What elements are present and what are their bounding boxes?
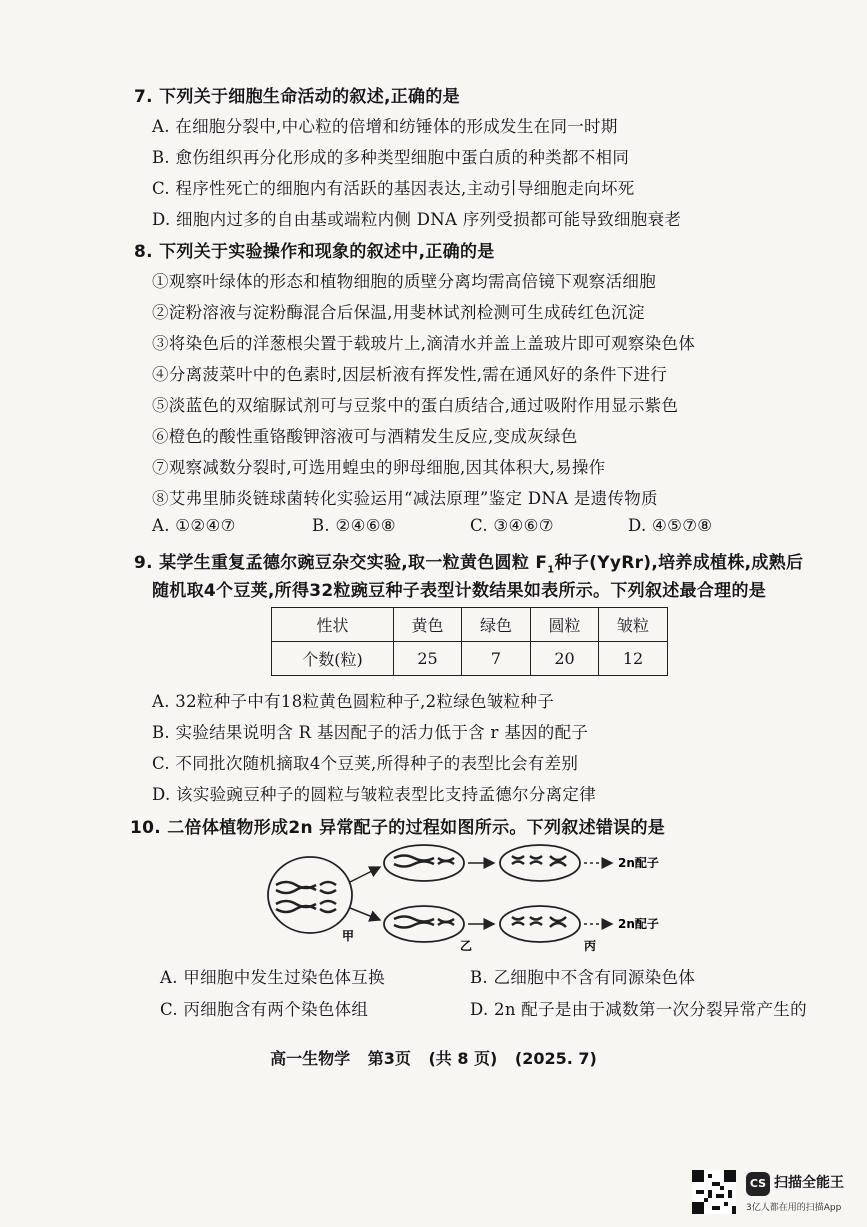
scanner-tagline: 3亿人都在用的扫描App [746,1203,842,1213]
arrow-jia-bottom [350,908,380,920]
camscanner-logo-icon: CS [746,1172,770,1196]
table-header-cell: 性状 [272,608,394,642]
q8-item-5: ⑤淡蓝色的双缩脲试剂可与豆浆中的蛋白质结合,通过吸附作用显示紫色 [152,396,679,415]
gamete-top-label: 2n配子 [618,856,659,870]
q10-stem: 10. 二倍体植物形成2n 异常配子的过程如图所示。下列叙述错误的是 [130,818,666,838]
q9-option-c: C. 不同批次随机摘取4个豆荚,所得种子的表型比会有差别 [152,754,579,773]
q10-option-a: A. 甲细胞中发生过染色体互换 [160,968,385,987]
q7-option-b: B. 愈伤组织再分化形成的多种类型细胞中蛋白质的种类都不相同 [152,148,630,167]
q9-stem-line1: 9. 某学生重复孟德尔豌豆杂交实验,取一粒黄色圆粒 $F_1$种子(YyRr),培养成植株,成熟后 [134,553,804,576]
table-cell: 20 [531,642,599,676]
q7-option-a: A. 在细胞分裂中,中心粒的倍增和纺锤体的形成发生在同一时期 [152,117,618,136]
arrow-jia-top [350,867,380,882]
footer-date: (2025. 7) [514,1049,597,1068]
q8-option-c: C. ③④⑥⑦ [470,516,554,535]
table-row [272,642,668,676]
q8-item-1: ①观察叶绿体的形态和植物细胞的质壁分离均需高倍镜下观察活细胞 [152,272,656,291]
q9-option-b: B. 实验结果说明含 R 基因配子的活力低于含 r 基因的配子 [152,723,589,742]
q9-subscript: 1 [547,564,555,576]
q8-item-8: ⑧艾弗里肺炎链球菌转化实验运用“减法原理”鉴定 DNA 是遗传物质 [152,489,658,508]
q9-table [271,607,668,676]
q8-item-2: ②淀粉溶液与淀粉酶混合后保温,用斐林试剂检测可生成砖红色沉淀 [152,303,645,322]
table-row-label: 个数(粒) [272,642,394,676]
footer-subject: 高一生物学 [270,1049,351,1068]
chromosomes-yi [394,917,454,928]
chromosomes-top-1 [394,856,454,867]
q7-stem: 7. 下列关于细胞生命活动的叙述,正确的是 [134,87,460,107]
table-header-cell: 圆粒 [531,608,599,642]
q8-item-3: ③将染色后的洋葱根尖置于载玻片上,滴清水并盖上盖玻片即可观察染色体 [152,334,696,353]
scanner-brand: 扫描全能王 [774,1175,844,1191]
page-footer [0,1046,867,1069]
label-yi: 乙 [460,939,473,953]
q10-option-c: C. 丙细胞含有两个染色体组 [160,1000,369,1019]
label-bing: 丙 [584,939,597,953]
q9-option-d: D. 该实验豌豆种子的圆粒与皱粒表型比支持孟德尔分离定律 [152,785,597,804]
table-header-cell: 皱粒 [599,608,668,642]
qr-code-icon [692,1170,736,1214]
q7-option-d: D. 细胞内过多的自由基或端粒内侧 DNA 序列受损都可能导致细胞衰老 [152,210,682,229]
table-cell: 7 [462,642,531,676]
table-header-cell: 黄色 [394,608,462,642]
q9-stem-line2: 随机取4个豆荚,所得32粒豌豆种子表型计数结果如表所示。下列叙述最合理的是 [152,581,767,601]
gamete-bottom-label: 2n配子 [618,917,659,931]
footer-page: 第3页 [367,1049,411,1068]
q8-item-4: ④分离菠菜叶中的色素时,因层析液有挥发性,需在通风好的条件下进行 [152,365,668,384]
meiosis-diagram [262,840,682,955]
q8-option-b: B. ②④⑥⑧ [312,516,396,535]
footer-total: (共 8 页) [428,1049,498,1068]
chromosomes-jia [276,882,336,912]
table-header-cell: 绿色 [462,608,531,642]
chromosomes-bing [512,917,566,927]
q8-option-a: A. ①②④⑦ [152,516,236,535]
chromosomes-top-2 [512,856,566,866]
q8-stem: 8. 下列关于实验操作和现象的叙述中,正确的是 [134,242,495,262]
q10-option-b: B. 乙细胞中不含有同源染色体 [470,968,696,987]
q10-option-d: D. 2n 配子是由于减数第一次分裂异常产生的 [470,1000,807,1019]
q8-option-d: D. ④⑤⑦⑧ [628,516,713,535]
q9-option-a: A. 32粒种子中有18粒黄色圆粒种子,2粒绿色皱粒种子 [152,692,555,711]
table-cell: 25 [394,642,462,676]
cell-jia [268,857,352,933]
q7-option-c: C. 程序性死亡的细胞内有活跃的基因表达,主动引导细胞走向坏死 [152,179,635,198]
q8-item-6: ⑥橙色的酸性重铬酸钾溶液可与酒精发生反应,变成灰绿色 [152,427,578,446]
q8-item-7: ⑦观察减数分裂时,可选用蝗虫的卵母细胞,因其体积大,易操作 [152,458,606,477]
label-jia: 甲 [342,929,355,943]
table-header-row [272,608,668,642]
table-cell: 12 [599,642,668,676]
